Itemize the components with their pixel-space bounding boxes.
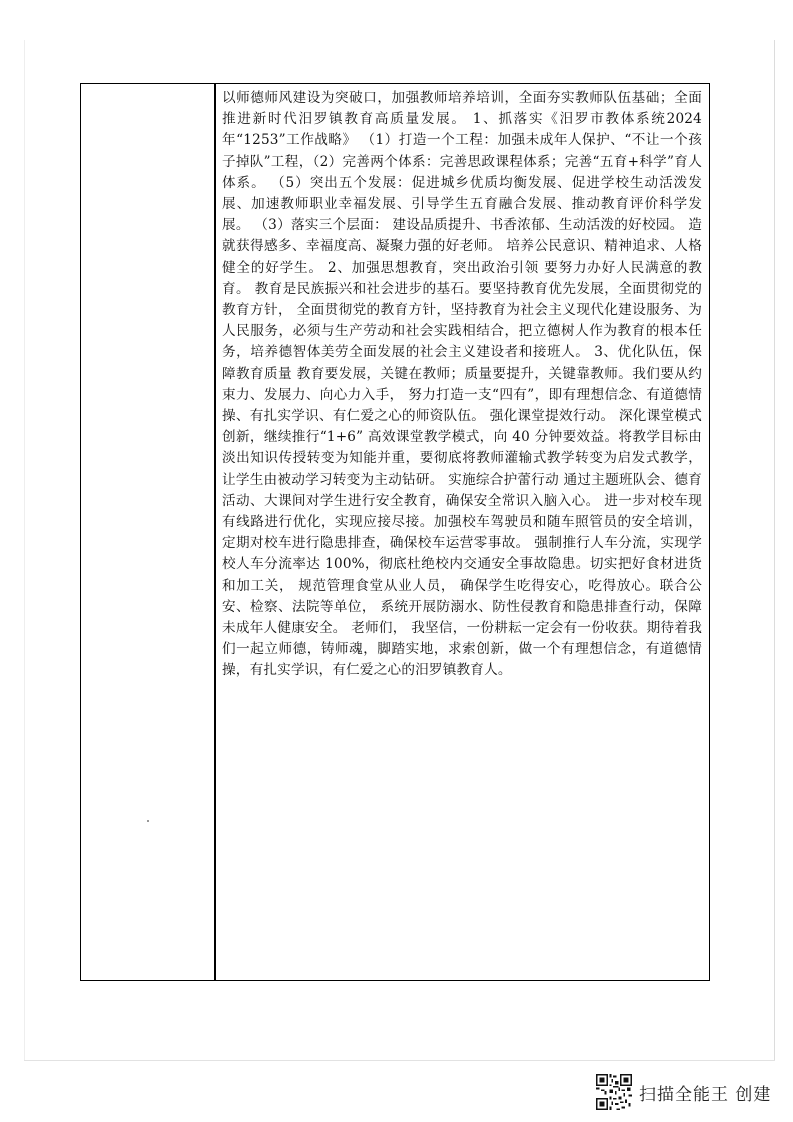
content-cell — [222, 88, 702, 682]
form-table — [80, 83, 710, 981]
watermark-text: 扫描全能王 创建 — [639, 1084, 772, 1105]
scan-speck — [147, 820, 149, 822]
scan-page-edge-left — [24, 40, 25, 1060]
table-column-divider — [214, 84, 216, 980]
body-paragraph: 以师德师风建设为突破口，加强教师培养培训，全面夯实教师队伍基础；全面推进新时代汨罗镇教育高质量发展。 1、抓落实《汨罗市教体系统2024年“1253”工作战略》 （1）打造一个工程：加强未成年人保护、“不让一个孩子掉队”工程，（2）完善两个体系：完善思政课程体系；完善“五育+科学”育人体系。 （5）突出五个发展：促进城乡优质均衡发展、促进学校生动活泼发展、加速教师职业幸福发展、引导学生五育融合发展、推动教育评价科学发展。 （3）落实三个层面： 建设品质提升、书香浓郁、生动活泼的好校园。 造就获得感多、幸福度高、凝聚力强的好老师。 培养公民意识、精神追求、人格健全的好学生。 2、加强思想教育，突出政治引领 要努力办好人民满意的教育。 教育是民族振兴和社会进步的基石。要坚持教育优先发展，全面贯彻党的教育方针， 全面贯彻党的教育方针，坚持教育为社会主义现代化建设服务、为人民服务，必须与生产劳动和社会实践相结合，把立德树人作为教育的根本任务，培养德智体美劳全面发展的社会主义建设者和接班人。 3、优化队伍，保障教育质量 教育要发展，关键在教师；质量要提升，关键靠教师。我们要从约束力、发展力、向心力入手， 努力打造一支“四有”，即有理想信念、有道德情操、有扎实学识、有仁爱之心的师资队伍。 强化课堂提效行动。 深化课堂模式创新，继续推行“1+6” 高效课堂教学模式，向 40 分钟要效益。将教学目标由淡出知识传授转变为知能并重，要彻底将教师灌输式教学转变为启发式教学，让学生由被动学习转变为主动钻研。 实施综合护蕾行动 通过主题班队会、德育活动、大课间对学生进行安全教育，确保安全常识入脑入心。 进一步对校车现有线路进行优化，实现应接尽接。加强校车驾驶员和随车照管员的安全培训，定期对校车进行隐患排查，确保校车运营零事故。 强制推行人车分流，实现学校人车分流率达 100%，彻底杜绝校内交通安全事故隐患。切实把好食材进货和加工关， 规范管理食堂从业人员， 确保学生吃得安心，吃得放心。联合公安、检察、法院等单位， 系统开展防溺水、防性侵教育和隐患排查行动，保障未成年人健康安全。 老师们， 我坚信，一份耕耘一定会有一份收获。期待着我们一起立师德，铸师魂，脚踏实地，求索创新，做一个有理想信念，有道德情操，有扎实学识，有仁爱之心的汨罗镇教育人。 — [222, 90, 702, 679]
scan-page-edge-bottom — [24, 1060, 775, 1061]
scan-page-edge-right — [774, 40, 775, 1060]
qr-code-icon — [596, 1074, 632, 1110]
scanner-watermark — [596, 1072, 771, 1112]
